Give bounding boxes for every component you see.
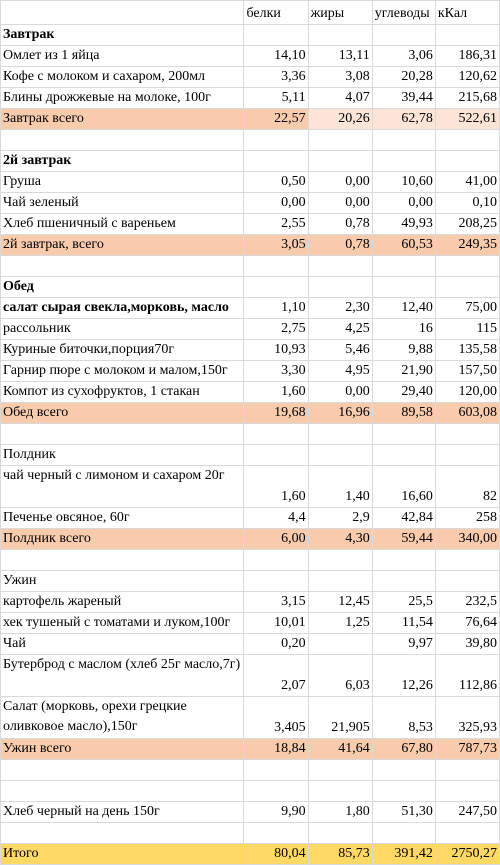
cell-protein[interactable]: 5,11: [244, 88, 308, 109]
cell-dish-name[interactable]: 2й завтрак, всего: [1, 235, 244, 256]
header-cell-name[interactable]: [1, 1, 244, 25]
cell-carbs[interactable]: 42,84: [372, 508, 435, 529]
cell-fat[interactable]: 2,9: [308, 508, 372, 529]
table-row: [1, 46, 500, 67]
cell-dish-name[interactable]: [1, 256, 244, 277]
header-cell-kcal[interactable]: кКал: [435, 1, 499, 25]
cell-protein[interactable]: 10,01: [244, 613, 308, 634]
table-row: [1, 403, 500, 424]
cell-dish-name[interactable]: Чай зеленый: [1, 193, 244, 214]
table-row: [1, 823, 500, 844]
table-row: [1, 340, 500, 361]
cell-kcal[interactable]: [435, 277, 499, 298]
table-row: [1, 172, 500, 193]
cell-kcal[interactable]: [435, 151, 499, 172]
cell-dish-name[interactable]: чай черный с лимоном и сахаром 20г: [1, 466, 244, 508]
cell-dish-name[interactable]: [1, 550, 244, 571]
cell-kcal[interactable]: [435, 571, 499, 592]
cell-kcal[interactable]: 115: [435, 319, 499, 340]
cell-kcal[interactable]: 340,00: [435, 529, 499, 550]
cell-dish-name[interactable]: Обед всего: [1, 403, 244, 424]
table-row: [1, 802, 500, 823]
cell-carbs[interactable]: [372, 151, 435, 172]
header-row: [1, 1, 500, 25]
cell-protein[interactable]: 0,00: [244, 193, 308, 214]
cell-fat[interactable]: [308, 634, 372, 655]
cell-protein[interactable]: [244, 571, 308, 592]
cell-kcal[interactable]: 215,68: [435, 88, 499, 109]
cell-dish-name[interactable]: Завтрак: [1, 25, 244, 46]
cell-protein[interactable]: [244, 424, 308, 445]
cell-kcal[interactable]: 82: [435, 466, 499, 508]
cell-dish-name[interactable]: Ужин: [1, 571, 244, 592]
cell-carbs[interactable]: 25,5: [372, 592, 435, 613]
table-row: [1, 508, 500, 529]
cell-fat[interactable]: 4,25: [308, 319, 372, 340]
table-row: [1, 739, 500, 760]
cell-fat[interactable]: 13,11: [308, 46, 372, 67]
cell-carbs[interactable]: [372, 277, 435, 298]
cell-protein[interactable]: [244, 25, 308, 46]
table-row: [1, 550, 500, 571]
header-cell-carbs[interactable]: углеводы: [372, 1, 435, 25]
table-row: [1, 214, 500, 235]
cell-carbs[interactable]: [372, 424, 435, 445]
cell-kcal[interactable]: [435, 760, 499, 781]
cell-fat[interactable]: 1,80: [308, 802, 372, 823]
cell-fat[interactable]: 41,64: [308, 739, 372, 760]
cell-carbs[interactable]: 59,44: [372, 529, 435, 550]
cell-protein[interactable]: [244, 151, 308, 172]
table-row: [1, 109, 500, 130]
cell-dish-name[interactable]: [1, 130, 244, 151]
cell-kcal[interactable]: 208,25: [435, 214, 499, 235]
cell-carbs[interactable]: 16,60: [372, 466, 435, 508]
cell-dish-name[interactable]: Полдник: [1, 445, 244, 466]
cell-carbs[interactable]: 9,88: [372, 340, 435, 361]
cell-protein[interactable]: 0,50: [244, 172, 308, 193]
table-row: [1, 151, 500, 172]
cell-kcal[interactable]: 186,31: [435, 46, 499, 67]
cell-kcal[interactable]: 325,93: [435, 697, 499, 739]
cell-dish-name[interactable]: Ужин всего: [1, 739, 244, 760]
cell-dish-name[interactable]: Куриные биточки,порция70г: [1, 340, 244, 361]
cell-kcal[interactable]: 232,5: [435, 592, 499, 613]
cell-kcal[interactable]: 75,00: [435, 298, 499, 319]
cell-protein[interactable]: 1,60: [244, 382, 308, 403]
cell-fat[interactable]: [308, 550, 372, 571]
cell-dish-name[interactable]: Омлет из 1 яйца: [1, 46, 244, 67]
cell-fat[interactable]: 0,00: [308, 193, 372, 214]
cell-fat[interactable]: 16,96: [308, 403, 372, 424]
cell-protein[interactable]: 3,05: [244, 235, 308, 256]
cell-carbs[interactable]: 9,97: [372, 634, 435, 655]
cell-fat[interactable]: [308, 445, 372, 466]
cell-protein[interactable]: 3,405: [244, 697, 308, 739]
table-row: [1, 844, 500, 865]
cell-carbs[interactable]: [372, 823, 435, 844]
cell-carbs[interactable]: [372, 130, 435, 151]
cell-protein[interactable]: 3,15: [244, 592, 308, 613]
cell-dish-name[interactable]: Завтрак всего: [1, 109, 244, 130]
cell-carbs[interactable]: 16: [372, 319, 435, 340]
cell-protein[interactable]: [244, 277, 308, 298]
cell-carbs[interactable]: 20,28: [372, 67, 435, 88]
table-row: [1, 424, 500, 445]
cell-carbs[interactable]: [372, 760, 435, 781]
cell-dish-name[interactable]: Блины дрожжевые на молоке, 100г: [1, 88, 244, 109]
cell-protein[interactable]: 2,55: [244, 214, 308, 235]
cell-protein[interactable]: 3,30: [244, 361, 308, 382]
cell-fat[interactable]: 4,30: [308, 529, 372, 550]
table-body: [1, 1, 500, 865]
cell-fat[interactable]: 21,905: [308, 697, 372, 739]
cell-protein[interactable]: 9,90: [244, 802, 308, 823]
cell-protein[interactable]: 2,07: [244, 655, 308, 697]
cell-dish-name[interactable]: Печенье овсяное, 60г: [1, 508, 244, 529]
cell-fat[interactable]: 12,45: [308, 592, 372, 613]
cell-protein[interactable]: [244, 256, 308, 277]
cell-kcal[interactable]: [435, 25, 499, 46]
cell-dish-name[interactable]: [1, 781, 244, 802]
table-row: [1, 319, 500, 340]
cell-carbs[interactable]: 51,30: [372, 802, 435, 823]
cell-dish-name[interactable]: Салат (морковь, орехи грецкие оливковое масло),150г: [1, 697, 244, 739]
cell-carbs[interactable]: 11,54: [372, 613, 435, 634]
table-row: [1, 256, 500, 277]
cell-carbs[interactable]: 391,42: [372, 844, 435, 865]
cell-dish-name[interactable]: картофель жареный: [1, 592, 244, 613]
cell-fat[interactable]: [308, 760, 372, 781]
table-row: [1, 466, 500, 508]
cell-carbs[interactable]: [372, 550, 435, 571]
cell-dish-name[interactable]: [1, 823, 244, 844]
cell-carbs[interactable]: 12,40: [372, 298, 435, 319]
cell-kcal[interactable]: [435, 781, 499, 802]
cell-protein[interactable]: 1,10: [244, 298, 308, 319]
cell-protein[interactable]: [244, 130, 308, 151]
cell-dish-name[interactable]: 2й завтрак: [1, 151, 244, 172]
header-cell-protein[interactable]: белки: [244, 1, 308, 25]
cell-protein[interactable]: 18,84: [244, 739, 308, 760]
cell-fat[interactable]: [308, 130, 372, 151]
cell-carbs[interactable]: [372, 256, 435, 277]
table-row: [1, 613, 500, 634]
cell-carbs[interactable]: 62,78: [372, 109, 435, 130]
cell-fat[interactable]: 20,26: [308, 109, 372, 130]
table-row: [1, 529, 500, 550]
cell-carbs[interactable]: 3,06: [372, 46, 435, 67]
cell-dish-name[interactable]: [1, 760, 244, 781]
cell-kcal[interactable]: 603,08: [435, 403, 499, 424]
cell-fat[interactable]: 5,46: [308, 340, 372, 361]
cell-carbs[interactable]: [372, 571, 435, 592]
cell-kcal[interactable]: 522,61: [435, 109, 499, 130]
cell-kcal[interactable]: 120,62: [435, 67, 499, 88]
cell-fat[interactable]: 4,95: [308, 361, 372, 382]
table-row: [1, 25, 500, 46]
cell-carbs[interactable]: 60,53: [372, 235, 435, 256]
cell-kcal[interactable]: 120,00: [435, 382, 499, 403]
cell-dish-name[interactable]: Кофе с молоком и сахаром, 200мл: [1, 67, 244, 88]
cell-fat[interactable]: 1,40: [308, 466, 372, 508]
cell-protein[interactable]: 22,57: [244, 109, 308, 130]
table-row: [1, 697, 500, 739]
cell-carbs[interactable]: 0,00: [372, 193, 435, 214]
table-row: [1, 382, 500, 403]
cell-dish-name[interactable]: Хлеб пшеничный с вареньем: [1, 214, 244, 235]
cell-kcal[interactable]: 787,73: [435, 739, 499, 760]
cell-fat[interactable]: [308, 256, 372, 277]
cell-fat[interactable]: 0,78: [308, 235, 372, 256]
cell-fat[interactable]: [308, 25, 372, 46]
table-row: [1, 760, 500, 781]
cell-fat[interactable]: [308, 571, 372, 592]
cell-kcal[interactable]: 135,58: [435, 340, 499, 361]
cell-protein[interactable]: [244, 781, 308, 802]
cell-protein[interactable]: 2,75: [244, 319, 308, 340]
cell-kcal[interactable]: 157,50: [435, 361, 499, 382]
cell-carbs[interactable]: 8,53: [372, 697, 435, 739]
cell-protein[interactable]: 4,4: [244, 508, 308, 529]
cell-dish-name[interactable]: хек тушеный с томатами и луком,100г: [1, 613, 244, 634]
table-row: [1, 781, 500, 802]
table-row: [1, 235, 500, 256]
cell-kcal[interactable]: 76,64: [435, 613, 499, 634]
table-row: [1, 571, 500, 592]
cell-dish-name[interactable]: Чай: [1, 634, 244, 655]
cell-dish-name[interactable]: Гарнир пюре с молоком и малом,150г: [1, 361, 244, 382]
cell-kcal[interactable]: 249,35: [435, 235, 499, 256]
cell-carbs[interactable]: 89,58: [372, 403, 435, 424]
cell-fat[interactable]: 0,78: [308, 214, 372, 235]
cell-carbs[interactable]: [372, 445, 435, 466]
cell-kcal[interactable]: 2750,27: [435, 844, 499, 865]
cell-protein[interactable]: 80,04: [244, 844, 308, 865]
cell-carbs[interactable]: 21,90: [372, 361, 435, 382]
cell-kcal[interactable]: 247,50: [435, 802, 499, 823]
cell-kcal[interactable]: [435, 256, 499, 277]
table-row: [1, 445, 500, 466]
cell-protein[interactable]: 14,10: [244, 46, 308, 67]
cell-fat[interactable]: [308, 277, 372, 298]
cell-dish-name[interactable]: Полдник всего: [1, 529, 244, 550]
cell-carbs[interactable]: 29,40: [372, 382, 435, 403]
cell-fat[interactable]: [308, 823, 372, 844]
table-row: [1, 592, 500, 613]
cell-fat[interactable]: 3,08: [308, 67, 372, 88]
cell-protein[interactable]: 1,60: [244, 466, 308, 508]
cell-fat[interactable]: 4,07: [308, 88, 372, 109]
table-row: [1, 130, 500, 151]
cell-protein[interactable]: 19,68: [244, 403, 308, 424]
cell-fat[interactable]: [308, 424, 372, 445]
cell-kcal[interactable]: [435, 424, 499, 445]
cell-protein[interactable]: [244, 445, 308, 466]
cell-protein[interactable]: 10,93: [244, 340, 308, 361]
cell-dish-name[interactable]: салат сырая свекла,морковь, масло: [1, 298, 244, 319]
cell-dish-name[interactable]: [1, 424, 244, 445]
cell-carbs[interactable]: 12,26: [372, 655, 435, 697]
cell-fat[interactable]: 2,30: [308, 298, 372, 319]
cell-fat[interactable]: 85,73: [308, 844, 372, 865]
cell-fat[interactable]: 0,00: [308, 382, 372, 403]
cell-dish-name[interactable]: Обед: [1, 277, 244, 298]
cell-kcal[interactable]: 39,80: [435, 634, 499, 655]
cell-kcal[interactable]: [435, 130, 499, 151]
table-row: [1, 277, 500, 298]
table-row: [1, 67, 500, 88]
cell-dish-name[interactable]: Груша: [1, 172, 244, 193]
cell-dish-name[interactable]: Бутерброд с маслом (хлеб 25г масло,7г): [1, 655, 244, 697]
cell-dish-name[interactable]: рассольник: [1, 319, 244, 340]
cell-protein[interactable]: [244, 760, 308, 781]
cell-protein[interactable]: [244, 823, 308, 844]
table-row: [1, 298, 500, 319]
cell-fat[interactable]: 0,00: [308, 172, 372, 193]
cell-dish-name[interactable]: Итого: [1, 844, 244, 865]
table-row: [1, 655, 500, 697]
cell-fat[interactable]: 1,25: [308, 613, 372, 634]
cell-kcal[interactable]: 112,86: [435, 655, 499, 697]
table-row: [1, 193, 500, 214]
cell-carbs[interactable]: 49,93: [372, 214, 435, 235]
table-row: [1, 361, 500, 382]
cell-carbs[interactable]: 67,80: [372, 739, 435, 760]
cell-kcal[interactable]: 258: [435, 508, 499, 529]
cell-carbs[interactable]: [372, 781, 435, 802]
cell-kcal[interactable]: 41,00: [435, 172, 499, 193]
cell-fat[interactable]: [308, 781, 372, 802]
cell-kcal[interactable]: 0,10: [435, 193, 499, 214]
cell-carbs[interactable]: [372, 25, 435, 46]
cell-protein[interactable]: 3,36: [244, 67, 308, 88]
cell-fat[interactable]: [308, 151, 372, 172]
header-cell-fat[interactable]: жиры: [308, 1, 372, 25]
cell-protein[interactable]: 0,20: [244, 634, 308, 655]
cell-carbs[interactable]: 39,44: [372, 88, 435, 109]
cell-kcal[interactable]: [435, 823, 499, 844]
table-row: [1, 88, 500, 109]
cell-kcal[interactable]: [435, 550, 499, 571]
cell-kcal[interactable]: [435, 445, 499, 466]
cell-carbs[interactable]: 10,60: [372, 172, 435, 193]
cell-dish-name[interactable]: Хлеб черный на день 150г: [1, 802, 244, 823]
cell-fat[interactable]: 6,03: [308, 655, 372, 697]
cell-protein[interactable]: 6,00: [244, 529, 308, 550]
cell-dish-name[interactable]: Компот из сухофруктов, 1 стакан: [1, 382, 244, 403]
table-row: [1, 634, 500, 655]
cell-protein[interactable]: [244, 550, 308, 571]
